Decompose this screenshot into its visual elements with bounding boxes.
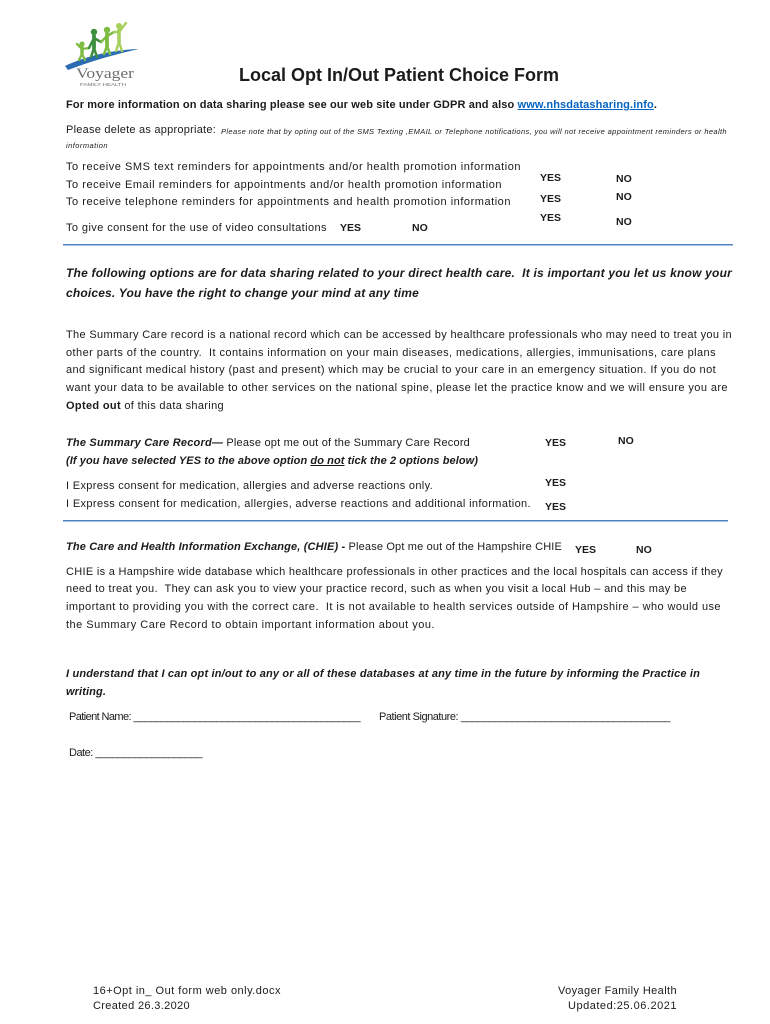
chie-description-line: the Summary Care Record to obtain important information about you.: [66, 619, 435, 631]
scr-consent-limited: I Express consent for medication, allergies and adverse reactions only.: [66, 480, 433, 492]
form-title: Local Opt In/Out Patient Choice Form: [239, 65, 559, 85]
chie-description-line: important to providing you with the correct care. It is not available to health services outside of Hampshire – who would use: [66, 601, 721, 613]
scr-warning: [66, 456, 478, 467]
logo-name: Voyager: [76, 66, 134, 82]
chie-description-line: need to treat you. They can ask you to view your practice record, such as when you visit a local Hub – and this may be: [66, 583, 687, 595]
scr-opted-out-emphasis: Opted out: [66, 400, 121, 412]
data-sharing-info: [66, 100, 657, 111]
scr-warning-emphasis: do not: [310, 455, 345, 467]
logo-figure-adult: [101, 32, 114, 54]
scr-description-line: The Summary Care record is a national record which can be accessed by healthcare professionals who may need to treat you in: [66, 329, 732, 341]
logo-figure-head: [104, 27, 110, 33]
telephone-no-option: NO: [616, 216, 632, 228]
footer-organisation: Voyager Family Health: [558, 985, 677, 997]
scr-description-line: other parts of the country. It contains information on your main diseases, medications, allergies, immunisations, care plans: [66, 347, 717, 359]
patient-signature-field: Patient Signature: _____________________________________: [379, 711, 670, 723]
chie-opt-out-line: [66, 542, 562, 553]
scr-heading: The Summary Care Record—: [66, 437, 224, 449]
scr-opted-out-line: [66, 401, 224, 412]
nhs-data-sharing-link[interactable]: www.nhsdatasharing.info: [517, 99, 654, 111]
telephone-yes-option: YES: [540, 212, 562, 224]
info-suffix: .: [653, 99, 658, 111]
logo-figure-adult: [89, 36, 101, 57]
logo-figure-head: [79, 41, 84, 46]
scr-consent-additional-yes-option: YES: [545, 501, 567, 513]
email-no-option: NO: [616, 191, 632, 203]
scr-consent-additional: I Express consent for medication, allergies, adverse reactions and additional information.: [66, 498, 531, 510]
section-divider: [63, 520, 728, 522]
practice-logo: [62, 20, 146, 92]
sms-no-option: NO: [616, 173, 632, 185]
logo-figure-head: [116, 23, 122, 29]
chie-no-option: NO: [636, 544, 652, 556]
direct-care-heading-line: choices. You have the right to change your mind at any time: [66, 286, 420, 300]
scr-opted-out-rest: of this data sharing: [120, 400, 224, 412]
scr-consent-limited-yes-option: YES: [545, 477, 567, 489]
telephone-reminders-label: To receive telephone reminders for appointments and health promotion information: [66, 196, 511, 208]
acknowledgement-line: I understand that I can opt in/out to any or all of these databases at any time in the future by informing the Practice in: [66, 668, 701, 680]
scr-no-option: NO: [618, 435, 634, 447]
logo-tagline: FAMILY HEALTH: [80, 82, 126, 87]
opt-out-note: Please note that by opting out of the SMS Texting ,EMAIL or Telephone notifications, you will not receive appointment reminders or health: [221, 127, 727, 136]
email-reminders-label: To receive Email reminders for appointments and/or health promotion information: [66, 179, 502, 191]
scr-opt-out-line: [66, 438, 470, 449]
chie-opt-out-label: Please Opt me out of the Hampshire CHIE: [345, 541, 563, 553]
patient-name-field: Patient Name: _________________________________________: [69, 711, 360, 723]
date-field: Date: ___________________: [69, 747, 202, 759]
scr-description-line: want your data to be available to other services on the national spine, please let the practice know and we will ensure you are: [66, 382, 728, 394]
video-consent-label: To give consent for the use of video consultations: [66, 222, 327, 234]
family-figures-icon: [62, 20, 146, 92]
chie-heading: The Care and Health Information Exchange, (CHIE) -: [66, 541, 346, 553]
footer-updated-date: Updated:25.06.2021: [568, 1000, 677, 1012]
video-yes-option: YES: [340, 222, 362, 234]
info-text: For more information on data sharing please see our web site under GDPR and also: [66, 99, 518, 111]
chie-yes-option: YES: [575, 544, 597, 556]
opt-out-note-continued: information: [66, 141, 108, 150]
logo-figure-head: [91, 29, 97, 35]
video-no-option: NO: [412, 222, 428, 234]
scr-yes-option: YES: [545, 437, 567, 449]
scr-warning-before: (If you have selected YES to the above option: [66, 455, 311, 467]
scr-opt-out-label: Please opt me out of the Summary Care Record: [223, 437, 470, 449]
footer-file-name: 16+Opt in_ Out form web only.docx: [93, 985, 281, 997]
direct-care-heading-line: The following options are for data sharing related to your direct health care. It is important you let us know your: [66, 266, 733, 280]
scr-description-line: and significant medical history (past and present) which may be crucial to your care in an emergency situation. If you do not: [66, 364, 717, 376]
acknowledgement-line: writing.: [66, 686, 106, 698]
instruction-label: Please delete as appropriate:: [66, 124, 216, 136]
scr-warning-after: tick the 2 options below): [344, 455, 479, 467]
footer-created-date: Created 26.3.2020: [93, 1000, 190, 1012]
sms-reminders-label: To receive SMS text reminders for appointments and/or health promotion information: [66, 161, 522, 173]
section-divider: [63, 244, 733, 246]
chie-description-line: CHIE is a Hampshire wide database which healthcare professionals in other practices and the local hospitals can access if they: [66, 566, 723, 578]
email-yes-option: YES: [540, 193, 562, 205]
sms-yes-option: YES: [540, 172, 562, 184]
